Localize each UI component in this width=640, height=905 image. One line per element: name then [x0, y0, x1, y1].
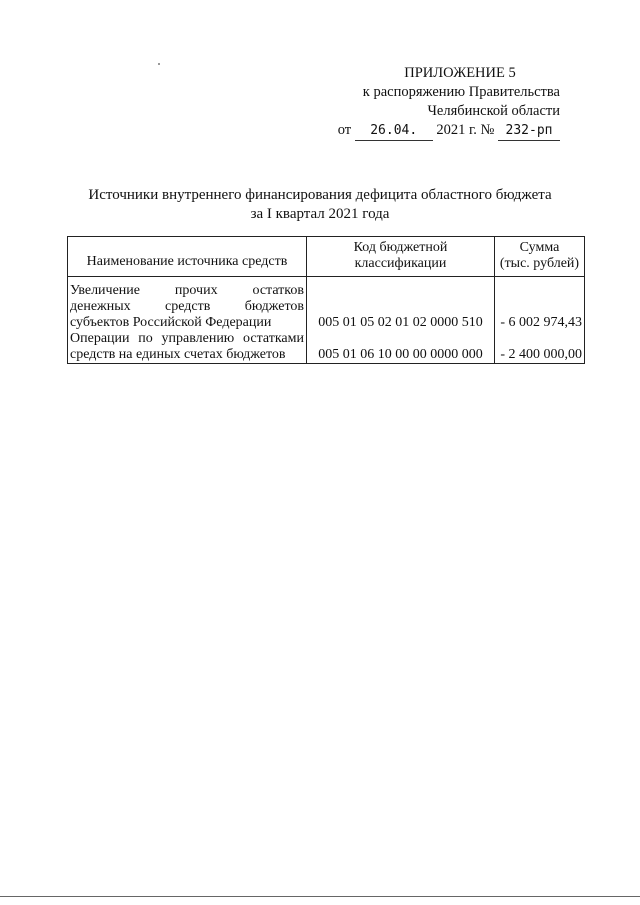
header-sum-line-1: Сумма — [519, 240, 560, 255]
row-amount: - 2 400 000,00 — [495, 331, 585, 364]
table-row — [68, 283, 585, 331]
header-code-line-1: Код бюджетной — [353, 240, 448, 255]
financing-sources-table — [67, 236, 585, 364]
header-name: Наименование источника средств — [68, 237, 307, 277]
date-value: 26.04. — [355, 121, 433, 141]
header-code-line-2: классификации — [354, 256, 447, 271]
appendix-header — [320, 64, 560, 141]
row-source-name: Операции по управлению остатками средств на единых счетах бюджетов — [68, 331, 307, 364]
header-sum — [495, 237, 585, 277]
table-row — [68, 331, 585, 364]
appendix-title: ПРИЛОЖЕНИЕ 5 — [404, 65, 516, 81]
title-line-1: Источники внутреннего финансирования дефицита областного бюджета — [88, 187, 552, 203]
appendix-line-region: Челябинской области — [427, 103, 560, 119]
date-prefix: от — [337, 122, 352, 138]
row-budget-code: 005 01 06 10 00 00 0000 000 — [307, 331, 495, 364]
row-amount: - 6 002 974,43 — [495, 283, 585, 331]
header-code — [307, 237, 495, 277]
year-text: 2021 г. № — [436, 122, 495, 138]
row-budget-code: 005 01 05 02 01 02 0000 510 — [307, 283, 495, 331]
order-number: 232-рп — [498, 121, 560, 141]
table-header-row — [68, 237, 585, 277]
row-source-name: Увеличение прочих остатков денежных средств бюджетов субъектов Российской Федерации — [68, 283, 307, 331]
appendix-date-line — [320, 121, 560, 141]
document-title — [0, 186, 640, 224]
title-line-2: за I квартал 2021 года — [250, 206, 390, 222]
scan-speck — [158, 63, 160, 65]
appendix-line-order: к распоряжению Правительства — [362, 84, 560, 100]
page-bottom-edge — [0, 896, 640, 897]
header-sum-line-2: (тыс. рублей) — [499, 256, 580, 271]
